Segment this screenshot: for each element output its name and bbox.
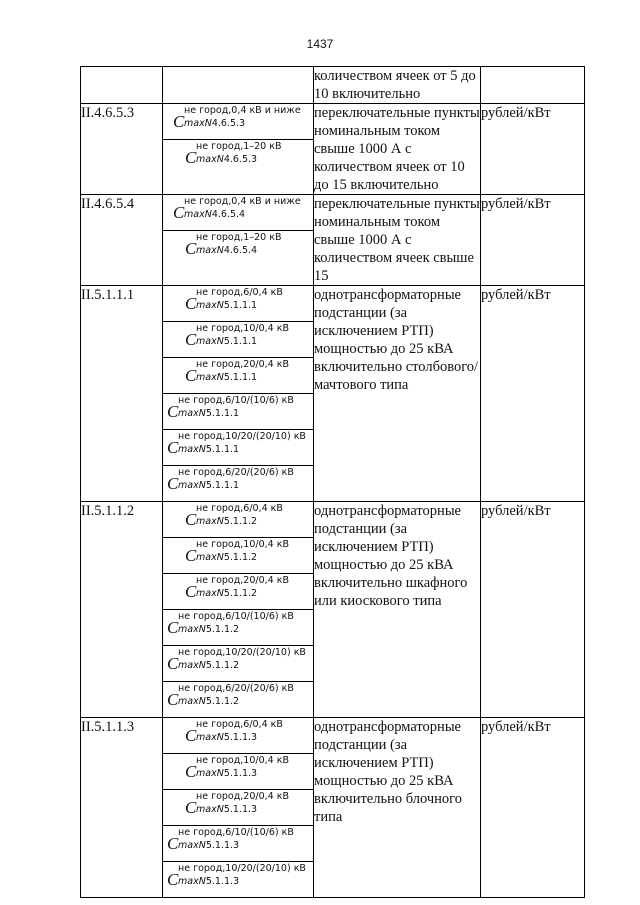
- symbol-superscript: не город,0,4 кВ и ниже: [184, 105, 301, 116]
- page-number: 1437: [306, 37, 334, 51]
- symbol-subscript: [178, 876, 239, 887]
- symbol-superscript: не город,20/0,4 кВ: [196, 359, 289, 370]
- row-unit: рублей/кВт: [481, 104, 585, 195]
- symbol-subscript: [196, 768, 257, 779]
- symbol-cell: [163, 646, 313, 682]
- symbol-superscript: не город,6/20/(20/6) кВ: [178, 683, 294, 694]
- symbol-superscript: не город,0,4 кВ и ниже: [184, 196, 301, 207]
- row-code: II.5.1.1.1: [81, 286, 163, 502]
- row-code: II.5.1.1.3: [81, 718, 163, 898]
- symbol-base: C: [173, 203, 185, 222]
- row-code: [81, 67, 163, 104]
- row-symbols: [163, 286, 314, 502]
- symbol-superscript: не город,6/10/(10/6) кВ: [178, 395, 294, 406]
- symbol-subscript-main: maxN: [196, 336, 224, 347]
- row-symbols: [163, 104, 314, 195]
- symbol-subscript-main: maxN: [196, 372, 224, 383]
- row-symbols: [163, 195, 314, 286]
- symbol-base: C: [167, 474, 179, 493]
- symbol-cell: [163, 574, 313, 610]
- symbol-list: [163, 286, 313, 501]
- symbol-subscript-code: 5.1.1.2: [223, 588, 258, 599]
- symbol-base: C: [173, 112, 185, 131]
- symbol-subscript-main: maxN: [178, 444, 206, 455]
- table-row: [81, 104, 585, 195]
- symbol-subscript-code: 4.6.5.3: [223, 154, 258, 165]
- symbol-base: C: [185, 582, 197, 601]
- symbol-subscript: [178, 696, 239, 707]
- symbol-cell: [163, 104, 313, 140]
- symbol-subscript-code: 4.6.5.3: [211, 118, 246, 129]
- symbol-superscript: не город,20/0,4 кВ: [196, 791, 289, 802]
- row-symbols: [163, 502, 314, 718]
- symbol-subscript: [184, 118, 245, 129]
- symbol-subscript-main: maxN: [196, 768, 224, 779]
- symbol-subscript: [196, 552, 257, 563]
- symbol-subscript-main: maxN: [184, 118, 212, 129]
- symbol-cell: [163, 140, 313, 176]
- symbol-superscript: не город,6/0,4 кВ: [196, 503, 283, 514]
- table-row: [81, 718, 585, 898]
- symbol-cell: [163, 754, 313, 790]
- table-row: [81, 502, 585, 718]
- symbol-base: C: [167, 438, 179, 457]
- row-code: II.4.6.5.4: [81, 195, 163, 286]
- symbol-superscript: не город,10/0,4 кВ: [196, 323, 289, 334]
- symbol-subscript: [196, 516, 257, 527]
- symbol-superscript: не город,20/0,4 кВ: [196, 575, 289, 586]
- symbol-subscript: [196, 300, 257, 311]
- symbol-subscript-code: 5.1.1.2: [205, 660, 240, 671]
- symbol-cell: [163, 862, 313, 898]
- symbol-subscript-code: 5.1.1.2: [205, 624, 240, 635]
- table-row: [81, 67, 585, 104]
- symbol-base: C: [167, 618, 179, 637]
- row-symbols: [163, 718, 314, 898]
- symbol-subscript-main: maxN: [178, 696, 206, 707]
- symbol-base: C: [185, 294, 197, 313]
- symbol-subscript: [196, 245, 257, 256]
- symbol-cell: [163, 682, 313, 718]
- symbol-base: C: [185, 762, 197, 781]
- symbol-subscript-code: 4.6.5.4: [211, 209, 246, 220]
- symbol-subscript: [184, 209, 245, 220]
- symbol-base: C: [185, 239, 197, 258]
- symbol-subscript-code: 5.1.1.1: [223, 336, 258, 347]
- row-description: однотрансформаторные подстанции (за исключением РТП) мощностью до 25 кВА включительно столбового/мачтового типа: [314, 286, 481, 502]
- symbol-subscript-code: 5.1.1.1: [205, 444, 240, 455]
- symbol-subscript-code: 5.1.1.3: [223, 804, 258, 815]
- symbol-cell: [163, 195, 313, 231]
- symbol-superscript: не город,10/20/(20/10) кВ: [178, 863, 306, 874]
- symbol-superscript: не город,6/10/(10/6) кВ: [178, 611, 294, 622]
- symbol-subscript-main: maxN: [178, 876, 206, 887]
- symbol-superscript: не город,6/0,4 кВ: [196, 719, 283, 730]
- symbol-superscript: не город,10/0,4 кВ: [196, 539, 289, 550]
- symbol-subscript-code: 5.1.1.2: [205, 696, 240, 707]
- tariff-table: [80, 66, 585, 898]
- symbol-cell: [163, 538, 313, 574]
- row-unit: рублей/кВт: [481, 286, 585, 502]
- symbol-subscript-main: maxN: [196, 732, 224, 743]
- symbol-superscript: не город,1–20 кВ: [196, 232, 282, 243]
- row-unit: рублей/кВт: [481, 502, 585, 718]
- symbol-superscript: не город,10/0,4 кВ: [196, 755, 289, 766]
- symbol-subscript-code: 5.1.1.2: [223, 552, 258, 563]
- symbol-subscript: [196, 732, 257, 743]
- row-description: количеством ячеек от 5 до 10 включительно: [314, 67, 481, 104]
- row-unit: рублей/кВт: [481, 718, 585, 898]
- symbol-list: [163, 195, 313, 266]
- symbol-cell: [163, 502, 313, 538]
- symbol-base: C: [167, 690, 179, 709]
- symbol-subscript-main: maxN: [178, 408, 206, 419]
- symbol-subscript-main: maxN: [178, 624, 206, 635]
- symbol-subscript: [196, 336, 257, 347]
- symbol-superscript: не город,6/10/(10/6) кВ: [178, 827, 294, 838]
- symbol-subscript-main: maxN: [196, 245, 224, 256]
- symbol-cell: [163, 610, 313, 646]
- symbol-list: [163, 104, 313, 175]
- symbol-subscript-code: 5.1.1.1: [205, 408, 240, 419]
- symbol-subscript-main: maxN: [178, 660, 206, 671]
- symbol-list: [163, 718, 313, 897]
- symbol-cell: [163, 718, 313, 754]
- symbol-subscript-main: maxN: [184, 209, 212, 220]
- symbol-subscript-main: maxN: [196, 588, 224, 599]
- table-row: [81, 286, 585, 502]
- symbol-cell: [163, 466, 313, 502]
- symbol-subscript: [178, 444, 239, 455]
- table-body: [81, 67, 585, 898]
- symbol-subscript-code: 5.1.1.1: [223, 372, 258, 383]
- symbol-base: C: [167, 402, 179, 421]
- row-description: однотрансформаторные подстанции (за исключением РТП) мощностью до 25 кВА включительно шкафного или киоскового типа: [314, 502, 481, 718]
- row-unit: [481, 67, 585, 104]
- symbol-base: C: [185, 726, 197, 745]
- symbol-subscript: [178, 660, 239, 671]
- symbol-cell: [163, 322, 313, 358]
- symbol-list: [163, 502, 313, 717]
- symbol-subscript-code: 4.6.5.4: [223, 245, 258, 256]
- symbol-cell: [163, 231, 313, 267]
- symbol-base: C: [185, 330, 197, 349]
- symbol-subscript-main: maxN: [178, 480, 206, 491]
- symbol-subscript-code: 5.1.1.2: [223, 516, 258, 527]
- symbol-base: C: [185, 546, 197, 565]
- symbol-base: C: [167, 654, 179, 673]
- row-description: переключательные пункты номинальным током свыше 1000 А с количеством ячеек от 10 до 15 включительно: [314, 105, 480, 193]
- symbol-subscript-main: maxN: [196, 300, 224, 311]
- symbol-base: C: [167, 834, 179, 853]
- symbol-base: C: [185, 510, 197, 529]
- symbol-base: C: [185, 148, 197, 167]
- symbol-subscript-code: 5.1.1.3: [205, 840, 240, 851]
- symbol-cell: [163, 790, 313, 826]
- symbol-subscript-main: maxN: [196, 154, 224, 165]
- symbol-subscript-code: 5.1.1.1: [223, 300, 258, 311]
- symbol-subscript: [196, 804, 257, 815]
- symbol-superscript: не город,10/20/(20/10) кВ: [178, 431, 306, 442]
- symbol-superscript: не город,10/20/(20/10) кВ: [178, 647, 306, 658]
- table-row: [81, 195, 585, 286]
- symbol-subscript: [178, 624, 239, 635]
- symbol-subscript-code: 5.1.1.3: [223, 732, 258, 743]
- symbol-cell: [163, 826, 313, 862]
- symbol-subscript-main: maxN: [178, 840, 206, 851]
- symbol-cell: [163, 430, 313, 466]
- symbol-subscript-code: 5.1.1.3: [223, 768, 258, 779]
- symbol-superscript: не город,1–20 кВ: [196, 141, 282, 152]
- symbol-base: C: [167, 870, 179, 889]
- symbol-subscript: [196, 588, 257, 599]
- row-description: переключательные пункты номинальным током свыше 1000 А с количеством ячеек свыше 15: [314, 196, 480, 284]
- row-symbols: [163, 67, 314, 104]
- symbol-subscript: [178, 480, 239, 491]
- symbol-subscript-code: 5.1.1.3: [205, 876, 240, 887]
- symbol-superscript: не город,6/0,4 кВ: [196, 287, 283, 298]
- symbol-cell: [163, 358, 313, 394]
- symbol-subscript-code: 5.1.1.1: [205, 480, 240, 491]
- symbol-subscript: [178, 408, 239, 419]
- row-code: II.4.6.5.3: [81, 104, 163, 195]
- symbol-base: C: [185, 366, 197, 385]
- symbol-subscript: [178, 840, 239, 851]
- symbol-subscript-main: maxN: [196, 804, 224, 815]
- row-code: II.5.1.1.2: [81, 502, 163, 718]
- symbol-subscript-main: maxN: [196, 516, 224, 527]
- symbol-subscript-main: maxN: [196, 552, 224, 563]
- symbol-subscript: [196, 154, 257, 165]
- symbol-cell: [163, 286, 313, 322]
- symbol-base: C: [185, 798, 197, 817]
- row-unit: рублей/кВт: [481, 195, 585, 286]
- symbol-subscript: [196, 372, 257, 383]
- row-description: однотрансформаторные подстанции (за исключением РТП) мощностью до 25 кВА включительно блочного типа: [314, 718, 481, 898]
- symbol-cell: [163, 394, 313, 430]
- symbol-superscript: не город,6/20/(20/6) кВ: [178, 467, 294, 478]
